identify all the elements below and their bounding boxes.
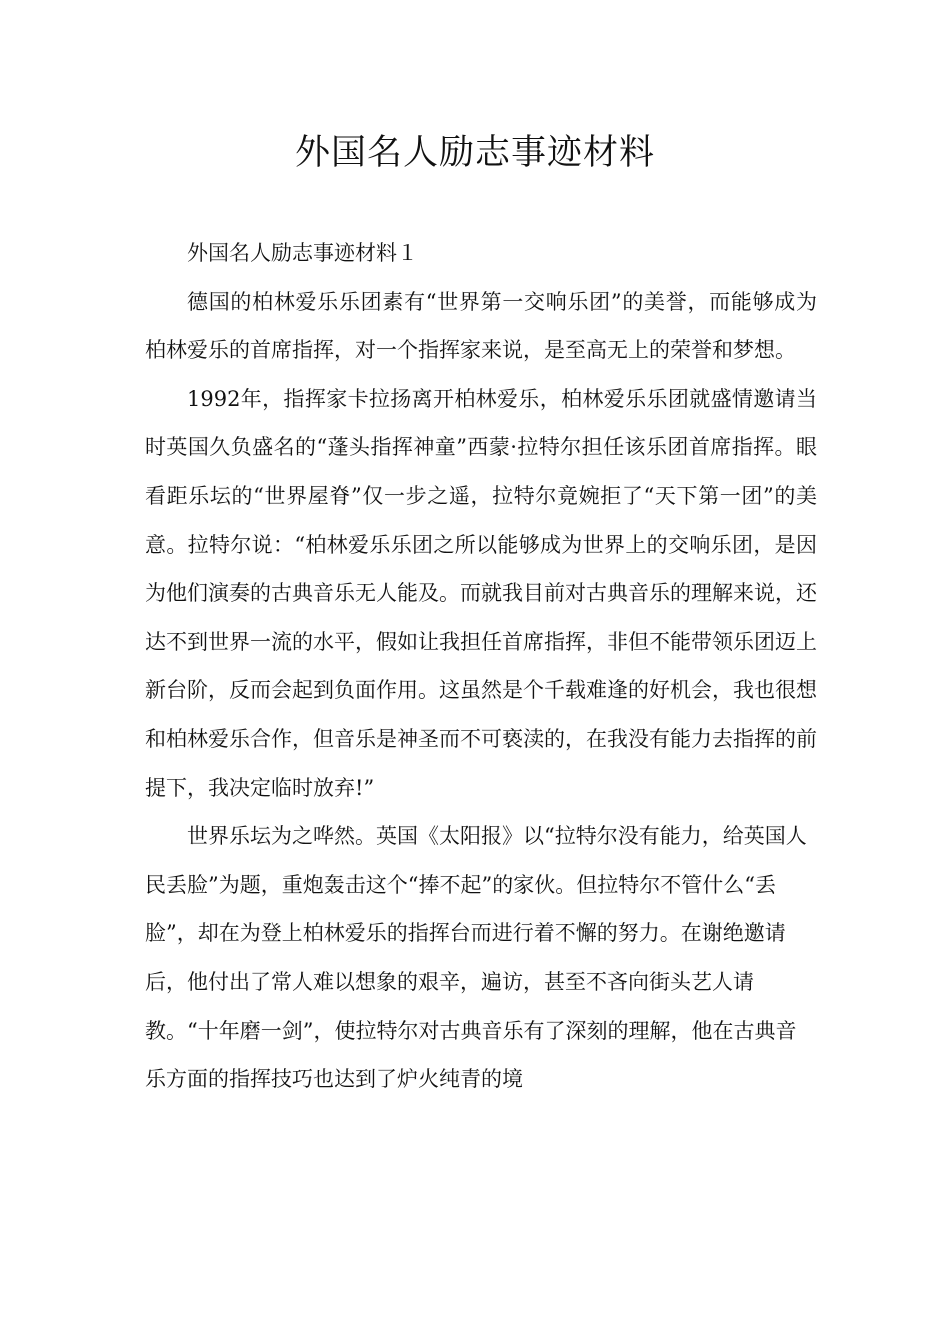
paragraph: 世界乐坛为之哗然。英国《太阳报》以“拉特尔没有能力，给英国人民丢脸”为题，重炮轰击这个“捧不起”的家伙。但拉特尔不管什么“丢脸”，却在为登上柏林爱乐的指挥台而进行着不懈的努力。在谢绝邀请后，他付出了常人难以想象的艰辛，遍访，甚至不吝向街头艺人请教。“十年磨一剑”，使拉特尔对古典音乐有了深刻的理解，他在古典音乐方面的指挥技巧也达到了炉火纯青的境 [145, 824, 807, 1092]
document-body [145, 229, 817, 1104]
section-heading: 外国名人励志事迹材料１ [187, 241, 418, 265]
document-title: 外国名人励志事迹材料 [294, 133, 655, 173]
paragraph: 德国的柏林爱乐乐团素有“世界第一交响乐团”的美誉，而能够成为柏林爱乐的首席指挥，对一个指挥家来说，是至高无上的荣誉和梦想。 [145, 289, 817, 363]
paragraph: 1992年，指挥家卡拉扬离开柏林爱乐，柏林爱乐乐团就盛情邀请当时英国久负盛名的“蓬头指挥神童”西蒙·拉特尔担任该乐团首席指挥。眼看距乐坛的“世界屋脊”仅一步之遥，拉特尔竟婉拒了“天下第一团”的美意。拉特尔说：“柏林爱乐乐团之所以能够成为世界上的交响乐团，是因为他们演奏的古典音乐无人能及。而就我目前对古典音乐的理解来说，还达不到世界一流的水平，假如让我担任首席指挥，非但不能带领乐团迈上新台阶，反而会起到负面作用。这虽然是个千载难逢的好机会，我也很想和柏林爱乐合作，但音乐是神圣而不可亵渎的，在我没有能力去指挥的前提下，我决定临时放弃!” [145, 386, 817, 800]
